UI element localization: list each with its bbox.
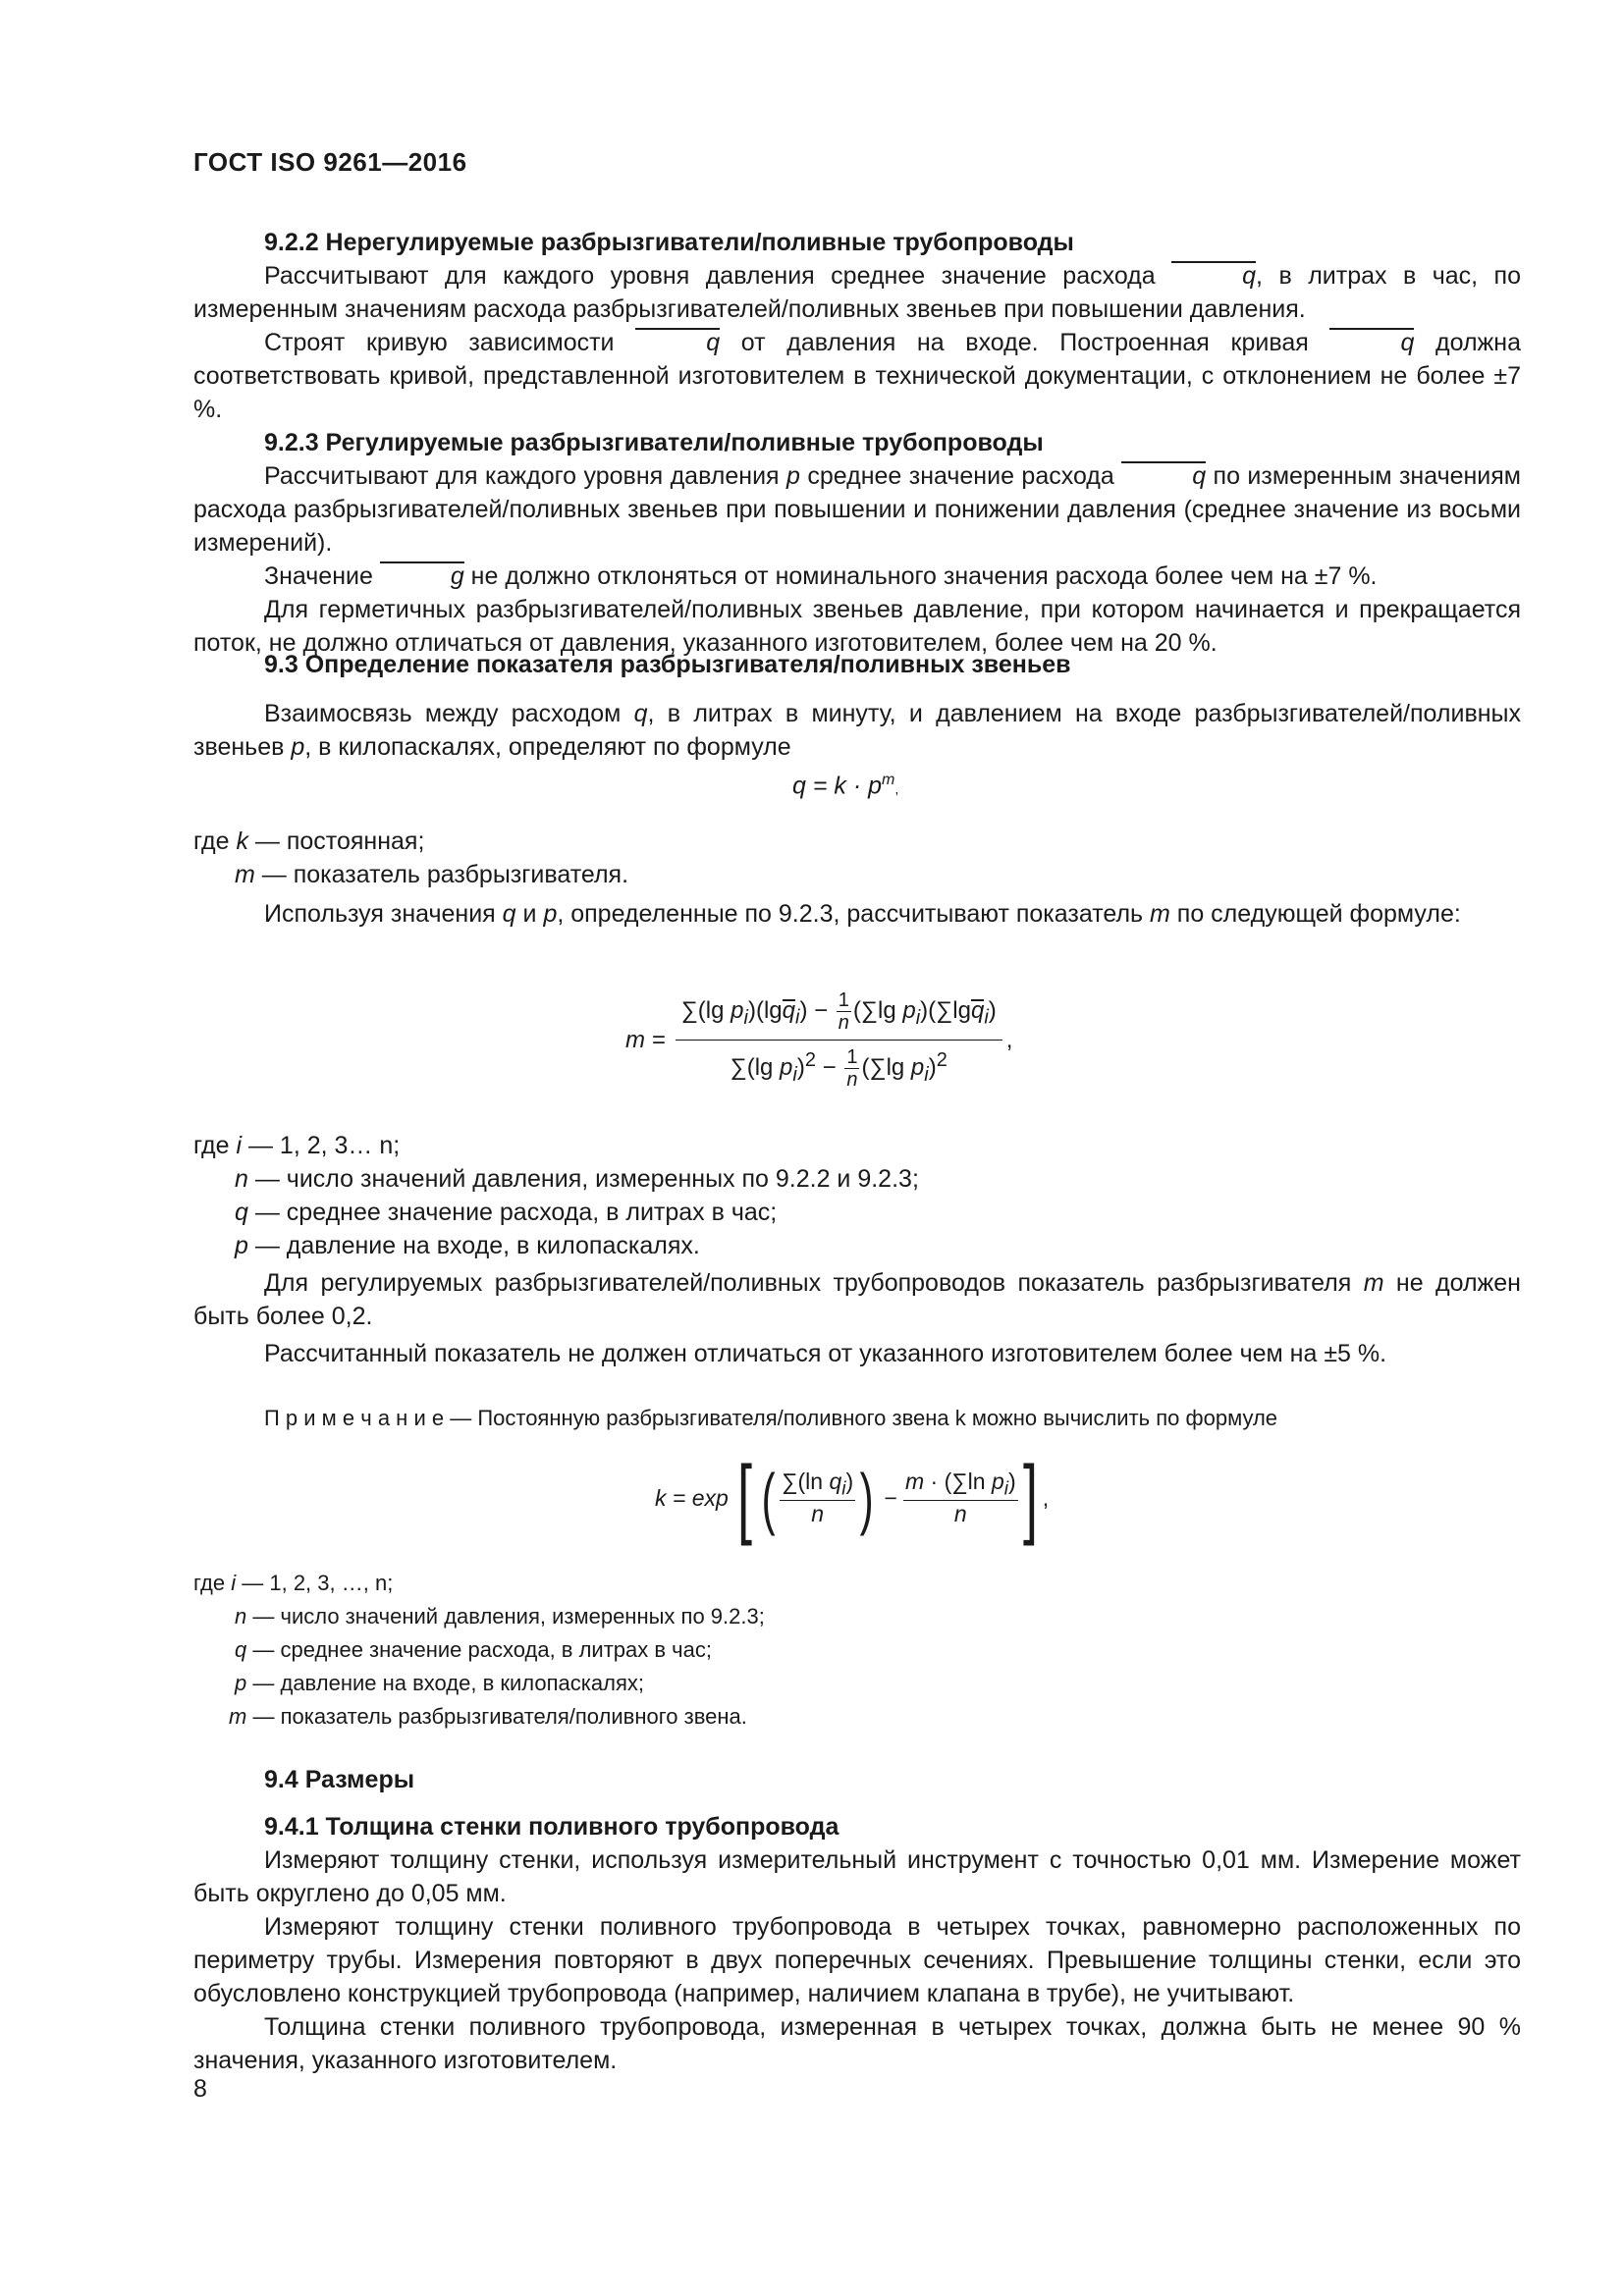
where-list-1 xyxy=(193,825,628,891)
paragraph: Значение g не должно отклоняться от номинального значения расхода более чем на ±7 %. xyxy=(193,560,1521,593)
section-9-2-2 xyxy=(193,226,1521,660)
paragraph: Рассчитывают для каждого уровня давления p среднее значение расхода q по измеренным значениям расхода разбрызгивателей/поливных звеньев при повышении и понижении давления (среднее значение из восьми измерений). xyxy=(193,459,1521,560)
formula-exponent: m = ∑(lg $p_i)(\lg q_i)$ − $\frac{1}{n}$ (∑lg $p_i)(\sum\lg q_i)$ ∑(lg $p_i)^2$ − $\frac{1}{n}$ (∑lg $p_i)^2$ , xyxy=(625,989,1013,1091)
where-item: где k — постоянная; xyxy=(193,828,425,855)
paragraph: Измеряют толщину стенки поливного трубопровода в четырех точках, равномерно расположенных по периметру трубы. Измерения повторяют в двух поперечных сечениях. Превышение толщины стенки, если это обусловлено конструкцией трубопровода (например, наличием клапана в трубе), не учитывают. xyxy=(193,1913,1521,2007)
section-title-9-4: 9.4 Размеры xyxy=(264,1766,415,1793)
paragraph: Для герметичных разбрызгивателей/поливных звеньев давление, при котором начинается и прекращается поток, не должно отличаться от давления, указанного изготовителем, более чем на 20 %. xyxy=(193,596,1521,657)
formula-flow: $q = k \cdot p^m$, xyxy=(792,772,899,800)
paragraph: Рассчитывают для каждого уровня давления среднее значение расхода q, в литрах в час, по измеренным значениям расхода разбрызгивателей/поливных звеньев при повышении давления. xyxy=(193,259,1521,326)
where-item: m — показатель разбрызгивателя. xyxy=(235,861,629,888)
section-9-4 xyxy=(193,1763,1521,2077)
note: П р и м е ч а н и е — Постоянную разбрызгивателя/поливного звена k можно вычислить по формуле xyxy=(264,1406,1278,1430)
where-item: q — среднее значение расхода, в литрах в час; xyxy=(235,1637,712,1662)
section-title-9-2-3: 9.2.3 Регулируемые разбрызгиватели/поливные трубопроводы xyxy=(264,429,1044,456)
where-list-2 xyxy=(193,1129,919,1262)
paragraph-block xyxy=(193,1266,1521,1370)
section-9-3 xyxy=(193,648,1521,764)
where-item: где i — 1, 2, 3, …, n; xyxy=(193,1571,394,1595)
paragraph: Измеряют толщину стенки, используя измерительный инструмент с точностью 0,01 мм. Измерение может быть округлено до 0,05 мм. xyxy=(193,1846,1521,1907)
paragraph: Толщина стенки поливного трубопровода, измеренная в четырех точках, должна быть не менее 90 % значения, указанного изготовителем. xyxy=(193,2013,1521,2074)
formula-constant: k = exp [ ( $\frac{\sum(\ln q_i)}{n}$ ) − $\frac{m \cdot (\sum\ln p_i)}{n}$ ] , xyxy=(655,1449,1050,1547)
section-title-9-2-2: 9.2.2 Нерегулируемые разбрызгиватели/поливные трубопроводы xyxy=(264,229,1074,256)
paragraph: Используя значения q и p, определенные по 9.2.3, рассчитывают показатель m по следующей формуле: xyxy=(264,900,1461,928)
paragraph: Рассчитанный показатель не должен отличаться от указанного изготовителем более чем на ±5 %. xyxy=(264,1340,1387,1367)
where-item: p — давление на входе, в килопаскалях. xyxy=(235,1232,700,1259)
document-header: ГОСТ ISO 9261—2016 xyxy=(193,147,467,177)
where-item: p — давление на входе, в килопаскалях; xyxy=(235,1671,644,1695)
where-item: n — число значений давления, измеренных по 9.2.3; xyxy=(235,1604,765,1629)
where-item: где i — 1, 2, 3… n; xyxy=(193,1132,401,1159)
page-number: 8 xyxy=(193,2075,207,2103)
where-item: q — среднее значение расхода, в литрах в час; xyxy=(235,1199,778,1226)
paragraph: Для регулируемых разбрызгивателей/поливных трубопроводов показатель разбрызгивателя m не должен быть более 0,2. xyxy=(193,1269,1521,1330)
where-item: m — показатель разбрызгивателя/поливного звена. xyxy=(229,1704,747,1729)
where-list-3 xyxy=(193,1567,765,1734)
paragraph-block xyxy=(193,897,1521,931)
section-title-9-3: 9.3 Определение показателя разбрызгивателя/поливных звеньев xyxy=(264,651,1071,678)
where-item: n — число значений давления, измеренных по 9.2.2 и 9.2.3; xyxy=(235,1165,919,1193)
paragraph: Взаимосвязь между расходом q, в литрах в минуту, и давлением на входе разбрызгивателей/поливных звеньев p, в килопаскалях, определяют по формуле xyxy=(193,700,1521,761)
section-title-9-4-1: 9.4.1 Толщина стенки поливного трубопровода xyxy=(264,1813,839,1841)
paragraph: Строят кривую зависимости q от давления на входе. Построенная кривая q должна соответствовать кривой, представленной изготовителем в технической документации, с отклонением не более ±7 %. xyxy=(193,326,1521,426)
